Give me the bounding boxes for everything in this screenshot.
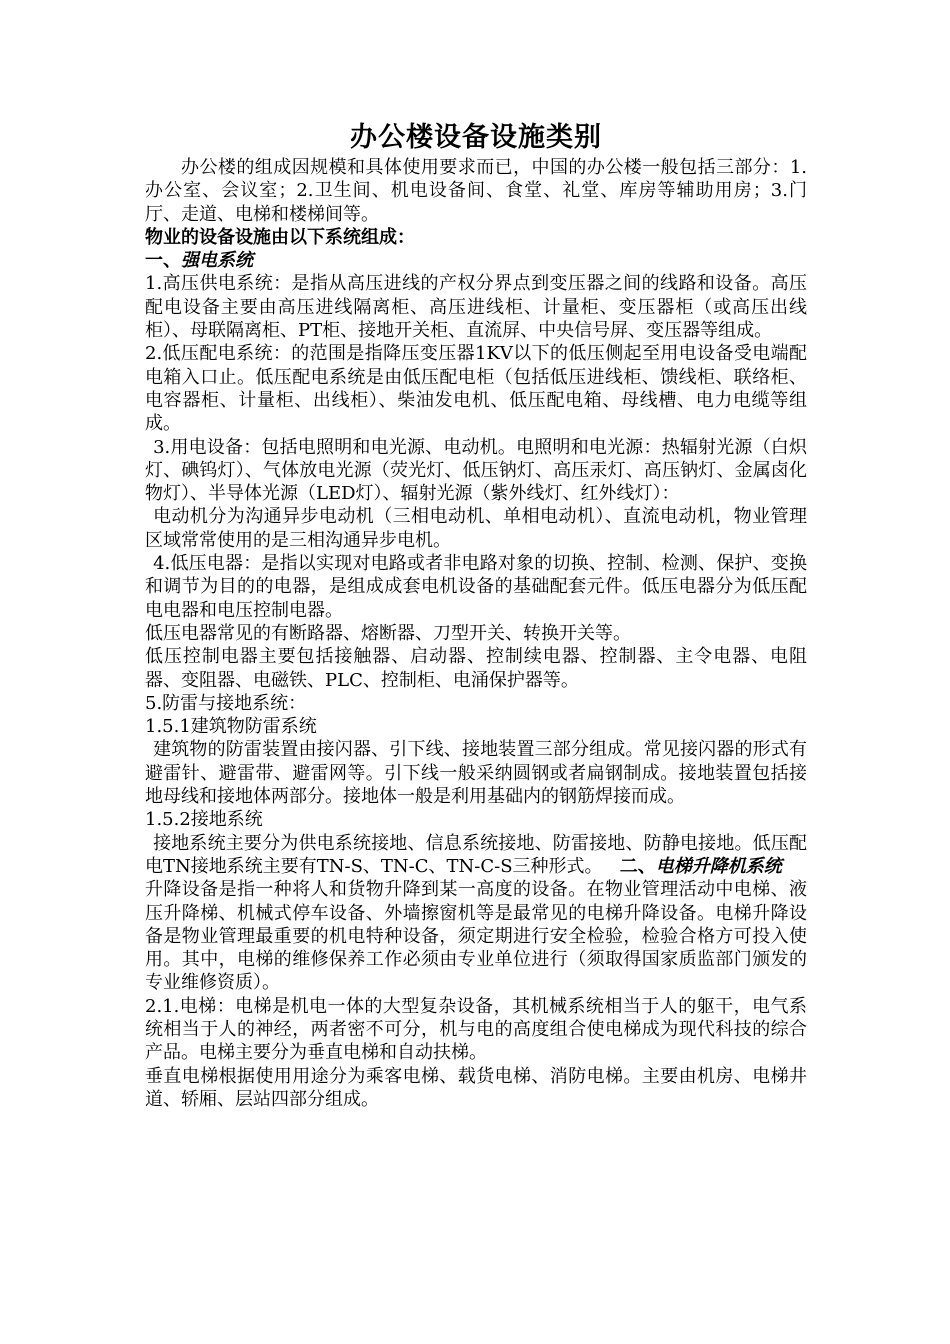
- section-2-heading: [620, 856, 782, 877]
- section-1-title: 强电系统: [181, 250, 253, 272]
- subheading-grounding: 1.5.2接地系统: [145, 809, 263, 831]
- paragraph-lightning-protection: 建筑物的防雷装置由接闪器、引下线、接地装置三部分组成。常见接闪器的形式有避雷针、避雷带、避雷网等。引下线一般采纳圆钢或者扁钢制成。接地装置包括接地母线和接地体两部分。接地体一般是利用基础内的钢筋焊接而成。: [145, 739, 807, 808]
- paragraph-lightning-grounding: 5.防雷与接地系统：: [145, 692, 307, 714]
- subheading-lightning-protection: 1.5.1建筑物防雷系统: [145, 716, 317, 738]
- intro-paragraph: 办公楼的组成因规模和具体使用要求而已，中国的办公楼一般包括三部分：1.办公室、会议室；2.卫生间、机电设备间、食堂、礼堂、库房等辅助用房；3.门厅、走道、电梯和楼梯间等。: [145, 157, 807, 225]
- document-title: 办公楼设备设施类别: [350, 122, 602, 153]
- paragraph-common-apparatus: 低压电器常见的有断路器、熔断器、刀型开关、转换开关等。: [145, 622, 631, 644]
- grounding-text: 接地系统主要分为供电系统接地、信息系统接地、防雷接地、防静电接地。低压配电TN接地系统主要有TN-S、TN-C、TN-C-S三种形式。: [145, 832, 807, 877]
- section-2-number: 二、: [619, 855, 656, 877]
- paragraph-motors: 电动机分为沟通异步电动机（三相电动机、单相电动机）、直流电动机，物业管理区域常常使用的是三相沟通异步电机。: [145, 506, 807, 551]
- systems-heading: 物业的设备设施由以下系统组成：: [145, 226, 415, 248]
- section-1-number: 一、: [145, 250, 181, 272]
- document-page: [145, 120, 807, 1111]
- paragraph-high-voltage: 1.高压供电系统：是指从高压进线的产权分界点到变压器之间的线路和设备。高压配电设备主要由高压进线隔离柜、高压进线柜、计量柜、变压器柜（或高压出线柜）、母联隔离柜、PT柜、接地开关柜、直流屏、中央信号屏、变压器等组成。: [145, 273, 807, 342]
- paragraph-vertical-elevator: 垂直电梯根据使用用途分为乘客电梯、载货电梯、消防电梯。主要由机房、电梯井道、轿厢、层站四部分组成。: [145, 1065, 807, 1110]
- paragraph-low-voltage: 2.低压配电系统：的范围是指降压变压器1KV以下的低压侧起至用电设备受电端配电箱入口止。低压配电系统是由低压配电柜（包括低压进线柜、馈线柜、联络柜、电容器柜、计量柜、出线柜）、柴油发电机、低压配电箱、母线槽、电力电缆等组成。: [145, 343, 807, 435]
- paragraph-lifting-equipment: 升降设备是指一种将人和货物升降到某一高度的设备。在物业管理活动中电梯、液压升降梯、机械式停车设备、外墙擦窗机等是最常见的电梯升降设备。电梯升降设备是物业管理最重要的机电特种设备，须定期进行安全检验，检验合格方可投入使用。其中，电梯的维修保养工作必须由专业单位进行（须取得国家质监部门颁发的专业维修资质）。: [145, 879, 807, 994]
- paragraph-low-voltage-apparatus: 4.低压电器：是指以实现对电路或者非电路对象的切换、控制、检测、保护、变换和调节为目的的电器，是组成成套电机设备的基础配套元件。低压电器分为低压配电电器和电压控制电器。: [145, 553, 807, 621]
- paragraph-electrical-equipment: 3.用电设备：包括电照明和电光源、电动机。电照明和电光源：热辐射光源（白炽灯、碘钨灯）、气体放电光源（荧光灯、低压钠灯、高压汞灯、高压钠灯、金属卤化物灯）、半导体光源（LED灯）、辐射光源（紫外线灯、红外线灯）：: [145, 436, 807, 505]
- paragraph-grounding: [145, 832, 807, 879]
- paragraph-control-apparatus: 低压控制电器主要包括接触器、启动器、控制续电器、控制器、主令电器、电阻器、变阻器、电磁铁、PLC、控制柜、电涌保护器等。: [145, 646, 807, 691]
- paragraph-elevator: 2.1.电梯：电梯是机电一体的大型复杂设备，其机械系统相当于人的躯干，电气系统相当于人的神经，两者密不可分，机与电的高度组合使电梯成为现代科技的综合产品。电梯主要分为垂直电梯和自动扶梯。: [145, 995, 807, 1064]
- section-2-title: 电梯升降机系统: [655, 855, 782, 877]
- section-1-heading: [145, 249, 807, 272]
